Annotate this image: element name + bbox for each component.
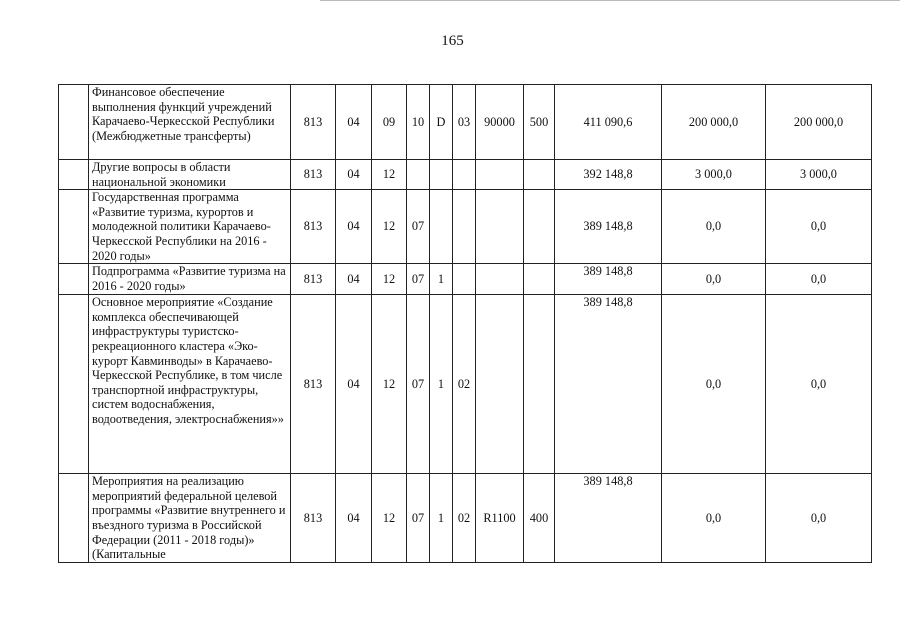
row-name: Подпрограмма «Развитие туризма на 2016 - 2020 годы» <box>89 264 291 295</box>
row-margin-cell <box>59 190 89 264</box>
amount-cell-sum1: 389 148,8 <box>555 295 662 474</box>
code-cell-ved: 813 <box>291 295 336 474</box>
code-cell-c4 <box>476 295 524 474</box>
row-margin-cell <box>59 474 89 563</box>
amount-cell-sum3: 3 000,0 <box>766 160 872 190</box>
code-cell-pr: 09 <box>372 85 407 160</box>
code-cell-vr <box>524 160 555 190</box>
code-cell-c1 <box>407 160 430 190</box>
code-cell-ved: 813 <box>291 160 336 190</box>
code-cell-c4 <box>476 264 524 295</box>
code-cell-c1: 07 <box>407 295 430 474</box>
amount-cell-sum1: 389 148,8 <box>555 190 662 264</box>
row-name: Государственная программа «Развитие туризма, курортов и молодежной политики Карачаево-Черкесской Республики на 2016 - 2020 годы» <box>89 190 291 264</box>
code-cell-c2: 1 <box>430 474 453 563</box>
table-row <box>59 190 872 264</box>
code-cell-c2: 1 <box>430 295 453 474</box>
code-cell-ved: 813 <box>291 474 336 563</box>
amount-cell-sum3: 0,0 <box>766 264 872 295</box>
code-cell-c1: 07 <box>407 190 430 264</box>
amount-cell-sum2: 0,0 <box>662 474 766 563</box>
code-cell-c3: 03 <box>453 85 476 160</box>
table-row <box>59 85 872 160</box>
code-cell-vr <box>524 295 555 474</box>
row-margin-cell <box>59 264 89 295</box>
code-cell-pr: 12 <box>372 160 407 190</box>
row-margin-cell <box>59 160 89 190</box>
amount-cell-sum2: 0,0 <box>662 264 766 295</box>
code-cell-vr: 400 <box>524 474 555 563</box>
code-cell-rz: 04 <box>336 295 372 474</box>
code-cell-c3 <box>453 160 476 190</box>
code-cell-c2: D <box>430 85 453 160</box>
code-cell-ved: 813 <box>291 85 336 160</box>
table-row <box>59 474 872 563</box>
code-cell-pr: 12 <box>372 474 407 563</box>
row-name: Основное мероприятие «Создание комплекса обеспечивающей инфраструктуры туристско-рекреационного кластера «Эко-курорт Кавминводы» в Карачаево-Черкесской Республике, в том числе транспортной инфраструктуры, систем водоснабжения, водоотведения, электроснабжения»» <box>89 295 291 474</box>
code-cell-c3: 02 <box>453 295 476 474</box>
code-cell-ved: 813 <box>291 264 336 295</box>
code-cell-rz: 04 <box>336 160 372 190</box>
code-cell-rz: 04 <box>336 85 372 160</box>
amount-cell-sum1: 392 148,8 <box>555 160 662 190</box>
code-cell-c4: R1100 <box>476 474 524 563</box>
amount-cell-sum1: 389 148,8 <box>555 264 662 295</box>
code-cell-pr: 12 <box>372 295 407 474</box>
code-cell-c4: 90000 <box>476 85 524 160</box>
amount-cell-sum3: 0,0 <box>766 474 872 563</box>
code-cell-vr <box>524 264 555 295</box>
page-number: 165 <box>441 33 464 49</box>
table-row <box>59 160 872 190</box>
row-name: Финансовое обеспечение выполнения функций учреждений Карачаево-Черкесской Республики (Межбюджетные трансферты) <box>89 85 291 160</box>
code-cell-c3: 02 <box>453 474 476 563</box>
code-cell-c2: 1 <box>430 264 453 295</box>
amount-cell-sum1: 389 148,8 <box>555 474 662 563</box>
code-cell-pr: 12 <box>372 264 407 295</box>
code-cell-c2 <box>430 160 453 190</box>
amount-cell-sum1: 411 090,6 <box>555 85 662 160</box>
row-name: Другие вопросы в области национальной экономики <box>89 160 291 190</box>
code-cell-pr: 12 <box>372 190 407 264</box>
code-cell-c1: 10 <box>407 85 430 160</box>
code-cell-vr <box>524 190 555 264</box>
row-name: Мероприятия на реализацию мероприятий федеральной целевой программы «Развитие внутреннего и въездного туризма в Российской Федерации (2011 - 2018 годы)» (Капитальные <box>89 474 291 563</box>
code-cell-rz: 04 <box>336 190 372 264</box>
amount-cell-sum2: 200 000,0 <box>662 85 766 160</box>
code-cell-c4 <box>476 160 524 190</box>
amount-cell-sum3: 0,0 <box>766 190 872 264</box>
amount-cell-sum2: 0,0 <box>662 295 766 474</box>
code-cell-c3 <box>453 264 476 295</box>
row-margin-cell <box>59 85 89 160</box>
code-cell-c2 <box>430 190 453 264</box>
code-cell-c4 <box>476 190 524 264</box>
code-cell-c1: 07 <box>407 474 430 563</box>
table-row <box>59 295 872 474</box>
scan-edge-line <box>320 0 900 1</box>
code-cell-c1: 07 <box>407 264 430 295</box>
table-row <box>59 264 872 295</box>
amount-cell-sum3: 200 000,0 <box>766 85 872 160</box>
code-cell-vr: 500 <box>524 85 555 160</box>
amount-cell-sum2: 3 000,0 <box>662 160 766 190</box>
code-cell-ved: 813 <box>291 190 336 264</box>
amount-cell-sum3: 0,0 <box>766 295 872 474</box>
code-cell-rz: 04 <box>336 264 372 295</box>
code-cell-c3 <box>453 190 476 264</box>
amount-cell-sum2: 0,0 <box>662 190 766 264</box>
row-margin-cell <box>59 295 89 474</box>
code-cell-rz: 04 <box>336 474 372 563</box>
budget-table <box>58 84 872 563</box>
